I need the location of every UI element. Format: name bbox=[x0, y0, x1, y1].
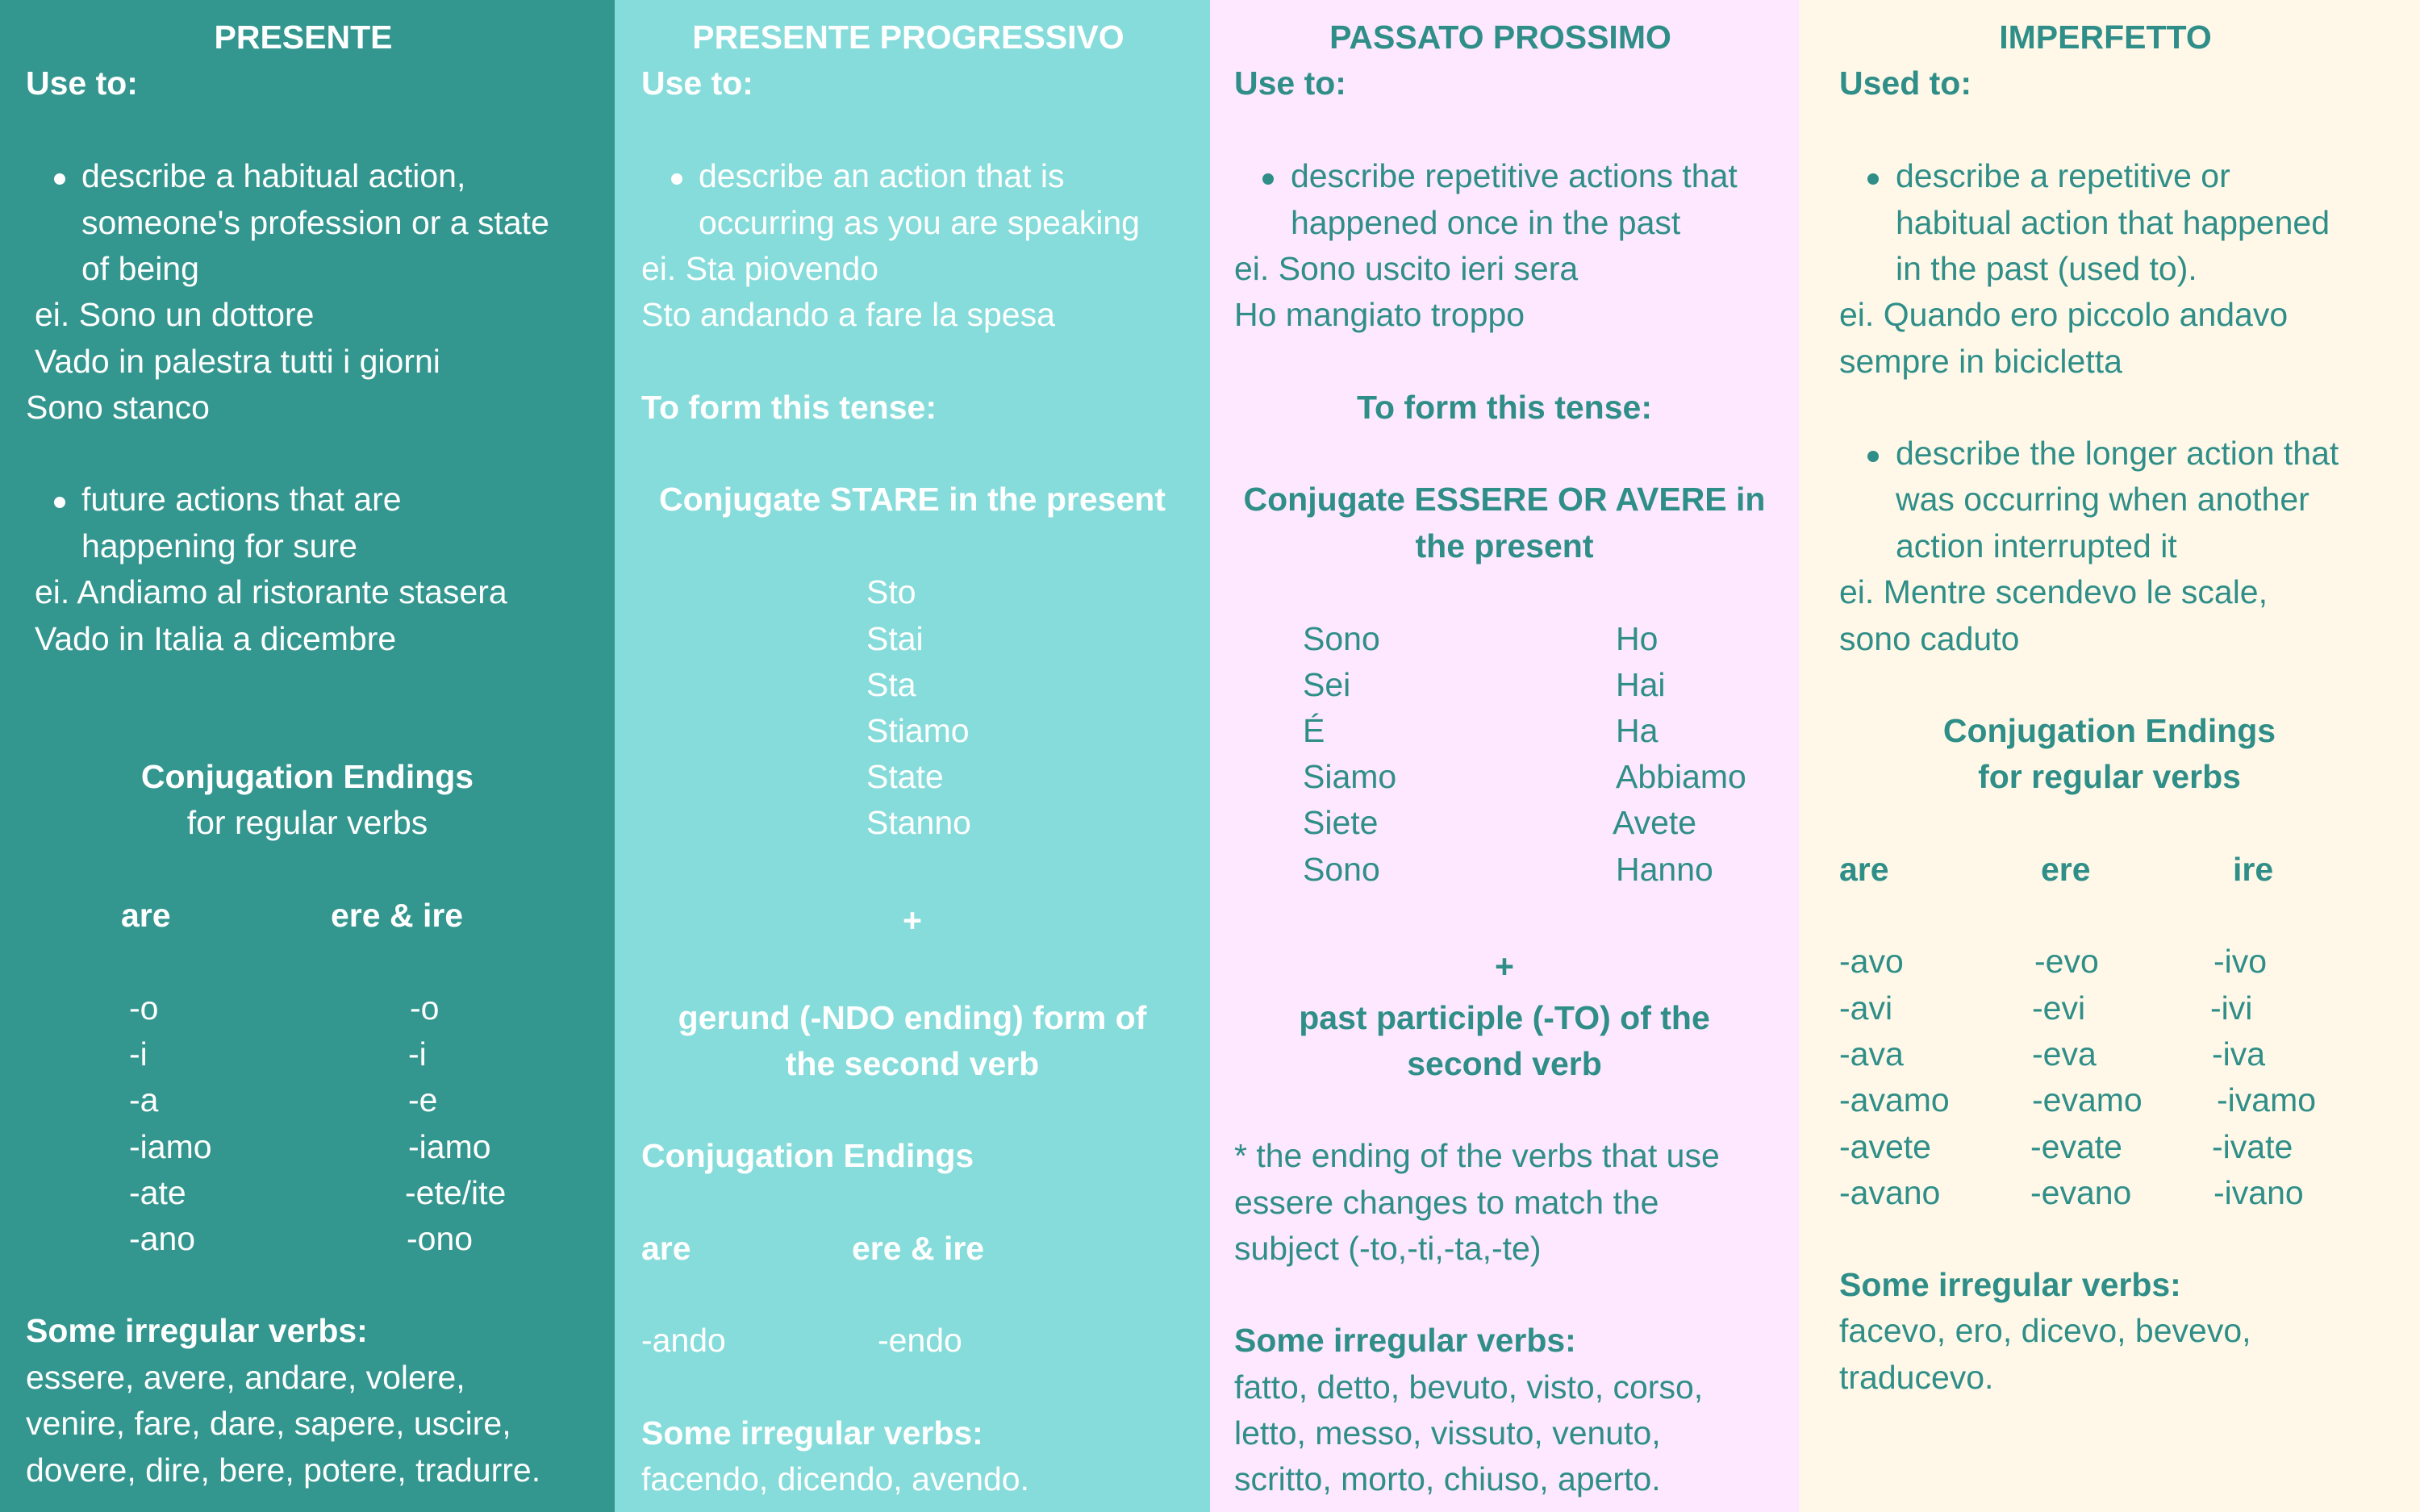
participle-line: second verb bbox=[1407, 1045, 1602, 1082]
gerund-line: gerund (-NDO ending) form of bbox=[678, 999, 1147, 1036]
ending-are: -i bbox=[129, 1035, 148, 1073]
participle-line: past participle (-TO) of the bbox=[1299, 999, 1710, 1036]
ending-are: -ando bbox=[641, 1322, 726, 1359]
bullet-icon bbox=[54, 173, 65, 185]
ending-ere: -evi bbox=[2032, 989, 2086, 1027]
bullet-line: action interrupted it bbox=[1896, 527, 2177, 564]
bullet-icon bbox=[54, 497, 65, 508]
ending-ere-ire: -i bbox=[408, 1035, 427, 1073]
use-label: Use to: bbox=[641, 65, 753, 102]
header-are: are bbox=[641, 1230, 691, 1267]
bullet-icon bbox=[1867, 173, 1879, 185]
irregular-label: Some irregular verbs: bbox=[641, 1414, 983, 1452]
ending-ire: -ivo bbox=[2213, 943, 2268, 980]
ending-are: -avi bbox=[1839, 989, 1893, 1027]
column-presente bbox=[0, 0, 615, 1512]
header-ere: ere bbox=[2041, 851, 2091, 888]
irregular-line: dovere, dire, bere, potere, tradurre. bbox=[26, 1452, 541, 1489]
avere-form: Avete bbox=[1613, 804, 1697, 841]
ending-ire: -ivano bbox=[2213, 1174, 2304, 1211]
essere-form: Sei bbox=[1303, 666, 1351, 703]
stare-form: Stanno bbox=[866, 804, 971, 841]
ending-are: -avo bbox=[1839, 943, 1904, 980]
essere-form: Siamo bbox=[1303, 758, 1397, 795]
ending-are: -ano bbox=[129, 1220, 196, 1257]
bullet-line: happened once in the past bbox=[1291, 204, 1681, 241]
bullet-icon bbox=[1867, 451, 1879, 462]
ending-are: -o bbox=[129, 989, 159, 1027]
avere-form: Hai bbox=[1616, 666, 1666, 703]
header-are: are bbox=[121, 897, 171, 934]
note-line: essere changes to match the bbox=[1234, 1184, 1659, 1221]
bullet-line: describe an action that is bbox=[699, 157, 1065, 194]
bullet-line: was occurring when another bbox=[1896, 481, 2309, 518]
avere-form: Hanno bbox=[1616, 851, 1713, 888]
irregular-line: traducevo. bbox=[1839, 1359, 1994, 1396]
avere-form: Ho bbox=[1616, 620, 1659, 657]
ending-ere-ire: -ete/ite bbox=[405, 1174, 507, 1211]
irregular-line: facevo, ero, dicevo, bevevo, bbox=[1839, 1312, 2251, 1349]
example-line: ei. Sono un dottore bbox=[35, 296, 315, 333]
endings-title-line: Conjugation Endings bbox=[1942, 712, 2276, 749]
essere-form: É bbox=[1303, 712, 1325, 749]
ending-ere-ire: -e bbox=[408, 1081, 438, 1118]
header-ere-ire: ere & ire bbox=[852, 1230, 985, 1267]
ending-ere-ire: -o bbox=[410, 989, 440, 1027]
stare-form: Sta bbox=[866, 666, 916, 703]
irregular-label: Some irregular verbs: bbox=[1839, 1266, 2181, 1303]
ending-ire: -ivi bbox=[2210, 989, 2253, 1027]
conjugate-label: Conjugate STARE in the present bbox=[659, 481, 1166, 518]
ending-ere: -evo bbox=[2034, 943, 2099, 980]
irregular-line: venire, fare, dare, sapere, uscire, bbox=[26, 1405, 511, 1442]
irregular-line: scritto, morto, chiuso, aperto. bbox=[1234, 1460, 1661, 1497]
column-passato-prossimo bbox=[1210, 0, 1799, 1512]
example-line: sono caduto bbox=[1839, 620, 2020, 657]
gerund-line: the second verb bbox=[785, 1045, 1040, 1082]
ending-ere: -evamo bbox=[2032, 1081, 2143, 1118]
example-line: ei. Sono uscito ieri sera bbox=[1234, 250, 1579, 287]
ending-ire: -iva bbox=[2212, 1035, 2266, 1073]
stare-form: State bbox=[866, 758, 944, 795]
ending-are: -a bbox=[129, 1081, 159, 1118]
example-line: ei. Andiamo al ristorante stasera bbox=[35, 573, 507, 610]
use-label: Use to: bbox=[1234, 65, 1346, 102]
example-line: ei. Mentre scendevo le scale, bbox=[1839, 573, 2268, 610]
plus-sign: + bbox=[903, 902, 922, 939]
bullet-line: describe the longer action that bbox=[1896, 435, 2339, 472]
irregular-line: fatto, detto, bevuto, visto, corso, bbox=[1234, 1368, 1704, 1406]
bullet-line: describe a habitual action, bbox=[81, 157, 466, 194]
ending-are: -ate bbox=[129, 1174, 186, 1211]
bullet-icon bbox=[1262, 173, 1274, 185]
example-line: Sto andando a fare la spesa bbox=[641, 296, 1055, 333]
header-ire: ire bbox=[2233, 851, 2274, 888]
bullet-line: someone's profession or a state bbox=[81, 204, 549, 241]
ending-ere: -eva bbox=[2032, 1035, 2097, 1073]
ending-ere-ire: -endo bbox=[878, 1322, 962, 1359]
bullet-line: describe repetitive actions that bbox=[1291, 157, 1738, 194]
bullet-line: habitual action that happened bbox=[1896, 204, 2330, 241]
irregular-line: essere, avere, andare, volere, bbox=[26, 1359, 465, 1396]
example-line: sempre in bicicletta bbox=[1839, 343, 2122, 380]
column-title: PRESENTE bbox=[214, 19, 393, 56]
irregular-label: Some irregular verbs: bbox=[26, 1312, 368, 1349]
use-label: Used to: bbox=[1839, 65, 1971, 102]
ending-are: -avamo bbox=[1839, 1081, 1950, 1118]
ending-ire: -ivate bbox=[2212, 1128, 2293, 1165]
irregular-label: Some irregular verbs: bbox=[1234, 1322, 1576, 1359]
endings-subtitle: for regular verbs bbox=[186, 804, 428, 841]
note-line: subject (-to,-ti,-ta,-te) bbox=[1234, 1230, 1542, 1267]
ending-ire: -ivamo bbox=[2217, 1081, 2317, 1118]
essere-form: Sono bbox=[1303, 620, 1380, 657]
bullet-icon bbox=[671, 173, 682, 185]
ending-ere: -evano bbox=[2030, 1174, 2132, 1211]
form-label: To form this tense: bbox=[1357, 389, 1652, 426]
avere-form: Abbiamo bbox=[1616, 758, 1746, 795]
bullet-line: occurring as you are speaking bbox=[699, 204, 1140, 241]
ending-ere-ire: -ono bbox=[407, 1220, 474, 1257]
example-line: Vado in Italia a dicembre bbox=[35, 620, 397, 657]
column-title: PRESENTE PROGRESSIVO bbox=[692, 19, 1124, 56]
stare-form: Stai bbox=[866, 620, 924, 657]
bullet-line: in the past (used to). bbox=[1896, 250, 2197, 287]
use-label: Use to: bbox=[26, 65, 138, 102]
column-imperfetto bbox=[1799, 0, 2420, 1512]
irregular-line: letto, messo, vissuto, venuto, bbox=[1234, 1414, 1661, 1452]
plus-sign: + bbox=[1495, 948, 1514, 985]
essere-form: Sono bbox=[1303, 851, 1380, 888]
endings-title-line: for regular verbs bbox=[1978, 758, 2241, 795]
note-line: * the ending of the verbs that use bbox=[1234, 1137, 1720, 1174]
bullet-line: future actions that are bbox=[81, 481, 402, 518]
ending-are: -avano bbox=[1839, 1174, 1941, 1211]
example-line: Vado in palestra tutti i giorni bbox=[35, 343, 440, 380]
header-are: are bbox=[1839, 851, 1889, 888]
irregular-line: facendo, dicendo, avendo. bbox=[641, 1460, 1029, 1497]
header-ere-ire: ere & ire bbox=[331, 897, 464, 934]
conjugate-line: the present bbox=[1415, 527, 1594, 564]
example-line: Sono stanco bbox=[26, 389, 210, 426]
essere-form: Siete bbox=[1303, 804, 1379, 841]
column-presente-progressivo bbox=[615, 0, 1210, 1512]
example-line: ei. Sta piovendo bbox=[641, 250, 879, 287]
conjugate-line: Conjugate ESSERE OR AVERE in bbox=[1243, 481, 1766, 518]
ending-are: -avete bbox=[1839, 1128, 1931, 1165]
column-title: PASSATO PROSSIMO bbox=[1329, 19, 1671, 56]
ending-ere: -evate bbox=[2030, 1128, 2122, 1165]
column-title: IMPERFETTO bbox=[1999, 19, 2212, 56]
bullet-line: happening for sure bbox=[81, 527, 357, 564]
ending-are: -iamo bbox=[129, 1128, 212, 1165]
endings-title: Conjugation Endings bbox=[140, 758, 474, 795]
ending-are: -ava bbox=[1839, 1035, 1904, 1073]
avere-form: Ha bbox=[1616, 712, 1659, 749]
stare-form: Sto bbox=[866, 573, 916, 610]
form-label: To form this tense: bbox=[641, 389, 937, 426]
stare-form: Stiamo bbox=[866, 712, 970, 749]
bullet-line: describe a repetitive or bbox=[1896, 157, 2230, 194]
example-line: Ho mangiato troppo bbox=[1234, 296, 1525, 333]
bullet-line: of being bbox=[81, 250, 199, 287]
endings-title: Conjugation Endings bbox=[641, 1137, 974, 1174]
ending-ere-ire: -iamo bbox=[408, 1128, 491, 1165]
example-line: ei. Quando ero piccolo andavo bbox=[1839, 296, 2289, 333]
